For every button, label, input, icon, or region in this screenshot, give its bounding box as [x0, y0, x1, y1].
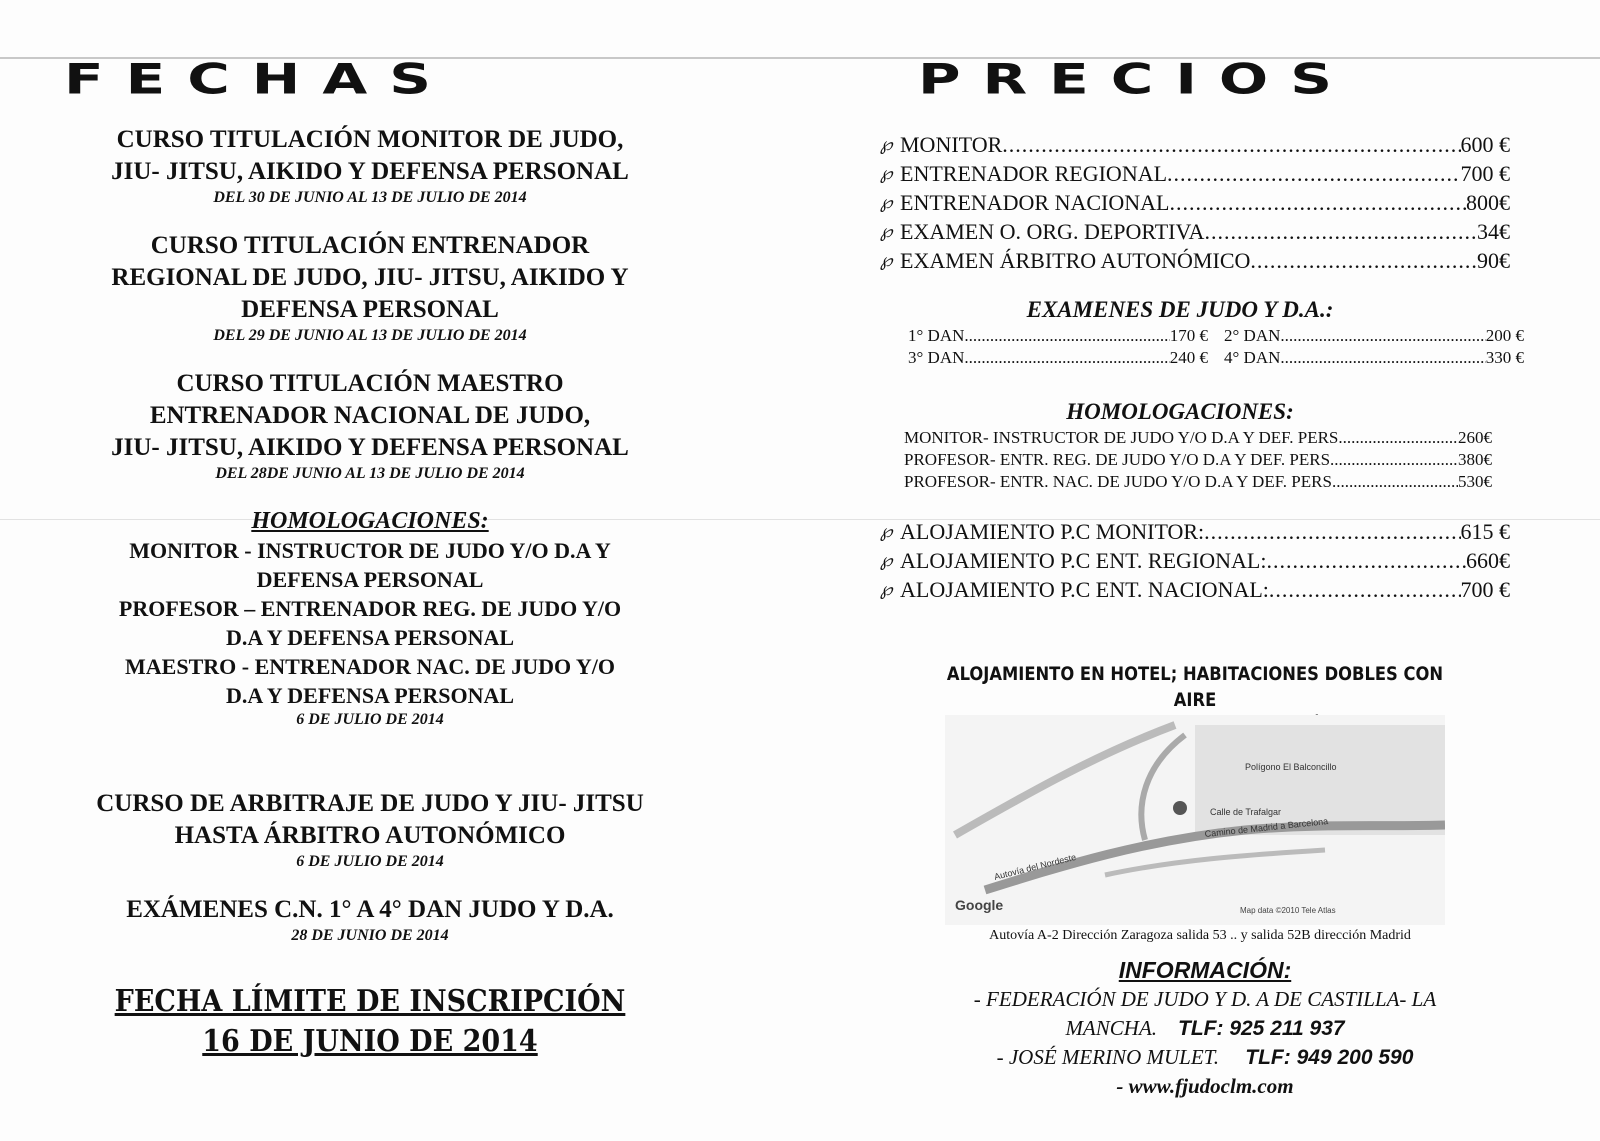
price-value: 34€ [1477, 219, 1510, 244]
dan-row [1224, 325, 1524, 347]
dan-label: 4° DAN [1224, 348, 1281, 367]
leader-dots [1280, 325, 1485, 347]
fecha-limite-date: 16 DE JUNIO DE 2014 [202, 1024, 538, 1059]
fechas-title: FECHAS [64, 54, 454, 104]
location-map [945, 715, 1445, 925]
leader-dots [1204, 517, 1460, 546]
dan-value: 200 € [1485, 326, 1524, 345]
fechas-column [40, 124, 700, 1062]
info-line-contact [880, 1043, 1530, 1072]
course-line: REGIONAL DE JUDO, JIU- JITSU, AIKIDO Y [111, 264, 629, 291]
info-section [880, 955, 1530, 1101]
homologacion-date: 6 DE JULIO DE 2014 [296, 711, 444, 728]
arbitraje-section [40, 788, 700, 872]
alojamiento-label: ALOJAMIENTO P.C MONITOR: [900, 519, 1205, 544]
map-street-label: Autovía del Nordeste [993, 851, 1078, 882]
dan-label: 2° DAN [1224, 326, 1281, 345]
course-date: DEL 30 DE JUNIO AL 13 DE JULIO DE 2014 [213, 189, 527, 206]
homologacion-value: 530€ [1458, 472, 1492, 491]
dan-row [1224, 347, 1524, 369]
course-line: CURSO TITULACIÓN MAESTRO [176, 370, 564, 397]
price-label: ENTRENADOR NACIONAL [900, 190, 1170, 215]
examenes-date: 28 DE JUNIO DE 2014 [291, 927, 449, 944]
precios-title: PRECIOS [918, 54, 1355, 104]
course-line: DEFENSA PERSONAL [241, 296, 499, 323]
homologacion-label: PROFESOR- ENTR. REG. DE JUDO Y/O D.A Y DEF. PERS [904, 450, 1331, 469]
price-row-examen-arbitro [880, 246, 1510, 275]
homologacion-price-row [904, 471, 1492, 493]
course-line: CURSO TITULACIÓN ENTRENADOR [150, 232, 590, 259]
arbitraje-line: CURSO DE ARBITRAJE DE JUDO Y JIU- JITSU [96, 790, 644, 817]
alojamiento-label: ALOJAMIENTO P.C ENT. NACIONAL: [900, 577, 1269, 602]
map-street-label: Calle de Trafalgar [1210, 807, 1282, 817]
dan-row [908, 347, 1208, 369]
leader-dots [1332, 471, 1458, 493]
location-pin-icon [1173, 801, 1187, 815]
leader-dots [1266, 546, 1466, 575]
bullet-icon: ℘ [880, 521, 893, 541]
leader-dots [1167, 159, 1460, 188]
phone-number: TLF: 925 211 937 [1178, 1017, 1345, 1040]
leader-dots [964, 347, 1169, 369]
leader-dots [1280, 347, 1485, 369]
fecha-limite-title: FECHA LÍMITE DE INSCRIPCIÓN [114, 984, 626, 1019]
alojamiento-label: ALOJAMIENTO P.C ENT. REGIONAL: [900, 548, 1267, 573]
homologacion-label: PROFESOR- ENTR. NAC. DE JUDO Y/O D.A Y DEF. PERS [904, 472, 1332, 491]
homologacion-line: DEFENSA PERSONAL [256, 567, 484, 592]
homologacion-value: 260€ [1458, 428, 1492, 447]
alojamiento-row [880, 575, 1510, 604]
leader-dots [1002, 130, 1460, 159]
homologacion-price-row [904, 449, 1492, 471]
examenes-dan-title: EXAMENES DE JUDO Y D.A.: [1026, 297, 1334, 322]
leader-dots [1269, 575, 1461, 604]
leader-dots [1250, 246, 1477, 275]
homologacion-value: 380€ [1458, 450, 1492, 469]
leader-dots [1330, 449, 1458, 471]
bullet-icon: ℘ [880, 134, 893, 154]
precios-column [880, 130, 1524, 604]
map-data-credit: Map data ©2010 Tele Atlas [1240, 906, 1336, 915]
info-text: MANCHA. [1065, 1016, 1158, 1040]
website-link[interactable]: - www.fjudoclm.com [1116, 1074, 1294, 1098]
map-street-label: Polígono El Balconcillo [1245, 762, 1337, 772]
course-monitor [40, 124, 700, 208]
hotel-line: ALOJAMIENTO EN HOTEL; HABITACIONES DOBLES CON AIRE [946, 663, 1444, 711]
homologacion-label: MONITOR- INSTRUCTOR DE JUDO Y/O D.A Y DEF. PERS [904, 428, 1339, 447]
alojamiento-value: 615 € [1460, 519, 1510, 544]
leader-dots [1169, 188, 1466, 217]
course-entrenador-regional [40, 230, 700, 346]
arbitraje-date: 6 DE JULIO DE 2014 [296, 853, 444, 870]
leader-dots [1338, 427, 1458, 449]
homologacion-price-row [904, 427, 1492, 449]
info-line-federacion: - FEDERACIÓN DE JUDO Y D. A DE CASTILLA- LA [973, 987, 1437, 1011]
dan-value: 240 € [1169, 348, 1208, 367]
map-street-label: Camino de Madrid a Barcelona [1204, 816, 1329, 839]
phone-number: TLF: 949 200 590 [1245, 1046, 1414, 1069]
arbitraje-line: HASTA ÁRBITRO AUTONÓMICO [174, 822, 566, 849]
leader-dots [964, 325, 1169, 347]
homologacion-line: MONITOR - INSTRUCTOR DE JUDO Y/O D.A Y [129, 538, 611, 563]
leader-dots [1204, 217, 1477, 246]
price-row-nacional [880, 188, 1510, 217]
alojamiento-value: 700 € [1460, 577, 1510, 602]
info-text: - JOSÉ MERINO MULET. [996, 1045, 1220, 1069]
price-label: ENTRENADOR REGIONAL [900, 161, 1168, 186]
bullet-icon: ℘ [880, 163, 893, 183]
price-list [880, 130, 1510, 275]
bullet-icon: ℘ [880, 550, 893, 570]
homologacion-line: D.A Y DEFENSA PERSONAL [225, 625, 515, 650]
course-line: JIU- JITSU, AIKIDO Y DEFENSA PERSONAL [111, 158, 629, 185]
course-line: ENTRENADOR NACIONAL DE JUDO, [149, 402, 591, 429]
bullet-icon: ℘ [880, 221, 893, 241]
homologaciones-price-title: HOMOLOGACIONES: [1066, 399, 1294, 424]
price-label: EXAMEN ÁRBITRO AUTONÓMICO [900, 248, 1251, 273]
dan-row [908, 325, 1208, 347]
dan-label: 3° DAN [908, 348, 965, 367]
course-line: JIU- JITSU, AIKIDO Y DEFENSA PERSONAL [111, 434, 629, 461]
bullet-icon: ℘ [880, 192, 893, 212]
course-date: DEL 29 DE JUNIO AL 13 DE JULIO DE 2014 [213, 327, 527, 344]
homologacion-line: D.A Y DEFENSA PERSONAL [225, 683, 515, 708]
price-row-examen-org [880, 217, 1510, 246]
alojamiento-list [880, 517, 1510, 604]
course-date: DEL 28DE JUNIO AL 13 DE JULIO DE 2014 [215, 465, 525, 482]
dan-value: 330 € [1485, 348, 1524, 367]
homologaciones-title: HOMOLOGACIONES: [251, 508, 489, 534]
price-row-regional [880, 159, 1510, 188]
price-row-monitor [880, 130, 1510, 159]
course-line: CURSO TITULACIÓN MONITOR DE JUDO, [116, 126, 624, 153]
price-label: MONITOR [900, 132, 1003, 157]
alojamiento-row [880, 546, 1510, 575]
dan-label: 1° DAN [908, 326, 965, 345]
dan-prices [908, 325, 1524, 369]
google-logo: Google [955, 897, 1004, 913]
price-label: EXAMEN O. ORG. DEPORTIVA [900, 219, 1205, 244]
examenes-section [40, 894, 700, 946]
alojamiento-row [880, 517, 1510, 546]
homologaciones-prices [880, 427, 1510, 493]
info-title: INFORMACIÓN: [1118, 957, 1292, 983]
bullet-icon: ℘ [880, 579, 893, 599]
price-value: 600 € [1460, 132, 1510, 157]
info-line-mancha [880, 1014, 1530, 1043]
price-value: 90€ [1477, 248, 1510, 273]
homologaciones-section [40, 506, 700, 730]
examenes-line: EXÁMENES C.N. 1° A 4° DAN JUDO Y D.A. [126, 896, 614, 923]
price-value: 700 € [1460, 161, 1510, 186]
homologacion-line: MAESTRO - ENTRENADOR NAC. DE JUDO Y/O [125, 654, 615, 679]
map-caption: Autovía A-2 Dirección Zaragoza salida 53 .. y salida 52B dirección Madrid [989, 928, 1411, 943]
course-maestro [40, 368, 700, 484]
alojamiento-value: 660€ [1466, 548, 1510, 573]
homologacion-line: PROFESOR – ENTRENADOR REG. DE JUDO Y/O [118, 596, 622, 621]
dan-value: 170 € [1169, 326, 1208, 345]
price-value: 800€ [1466, 190, 1510, 215]
bullet-icon: ℘ [880, 250, 893, 270]
